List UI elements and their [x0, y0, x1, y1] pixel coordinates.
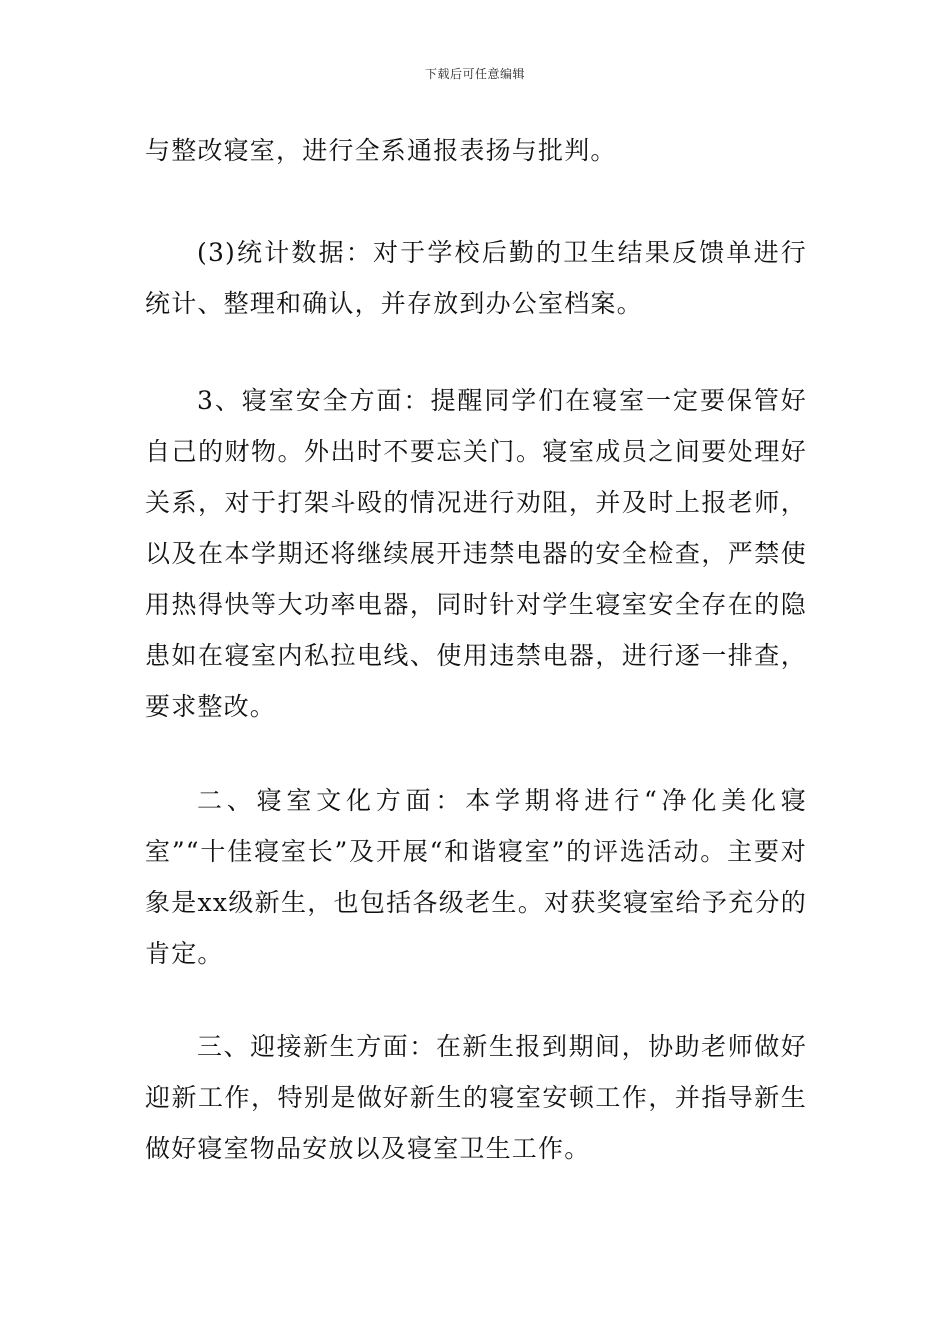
- paragraph-dorm-safety: 3、寝室安全方面：提醒同学们在寝室一定要保管好自己的财物。外出时不要忘关门。寝室成员之间要处理好关系，对于打架斗殴的情况进行劝阻，并及时上报老师，以及在本学期还将继续展开违禁电器的安全检查，严禁使用热得快等大功率电器，同时针对学生寝室安全存在的隐患如在寝室内私拉电线、使用违禁电器，进行逐一排查，要求整改。: [145, 386, 807, 721]
- paragraph-dorm-culture: 二、寝室文化方面：本学期将进行“净化美化寝室”“十佳寝室长”及开展“和谐寝室”的评选活动。主要对象是xx级新生，也包括各级老生。对获奖寝室给予充分的肯定。: [145, 786, 807, 968]
- paragraph-statistics: (3)统计数据：对于学校后勤的卫生结果反馈单进行统计、整理和确认，并存放到办公室档案。: [145, 238, 807, 318]
- paragraph-welcome-freshmen: 三、迎接新生方面：在新生报到期间，协助老师做好迎新工作，特别是做好新生的寝室安顿工作，并指导新生做好寝室物品安放以及寝室卫生工作。: [145, 1032, 807, 1163]
- paragraph-continuation: 与整改寝室，进行全系通报表扬与批判。: [145, 136, 617, 165]
- page-header: 下载后可任意编辑: [424, 67, 525, 81]
